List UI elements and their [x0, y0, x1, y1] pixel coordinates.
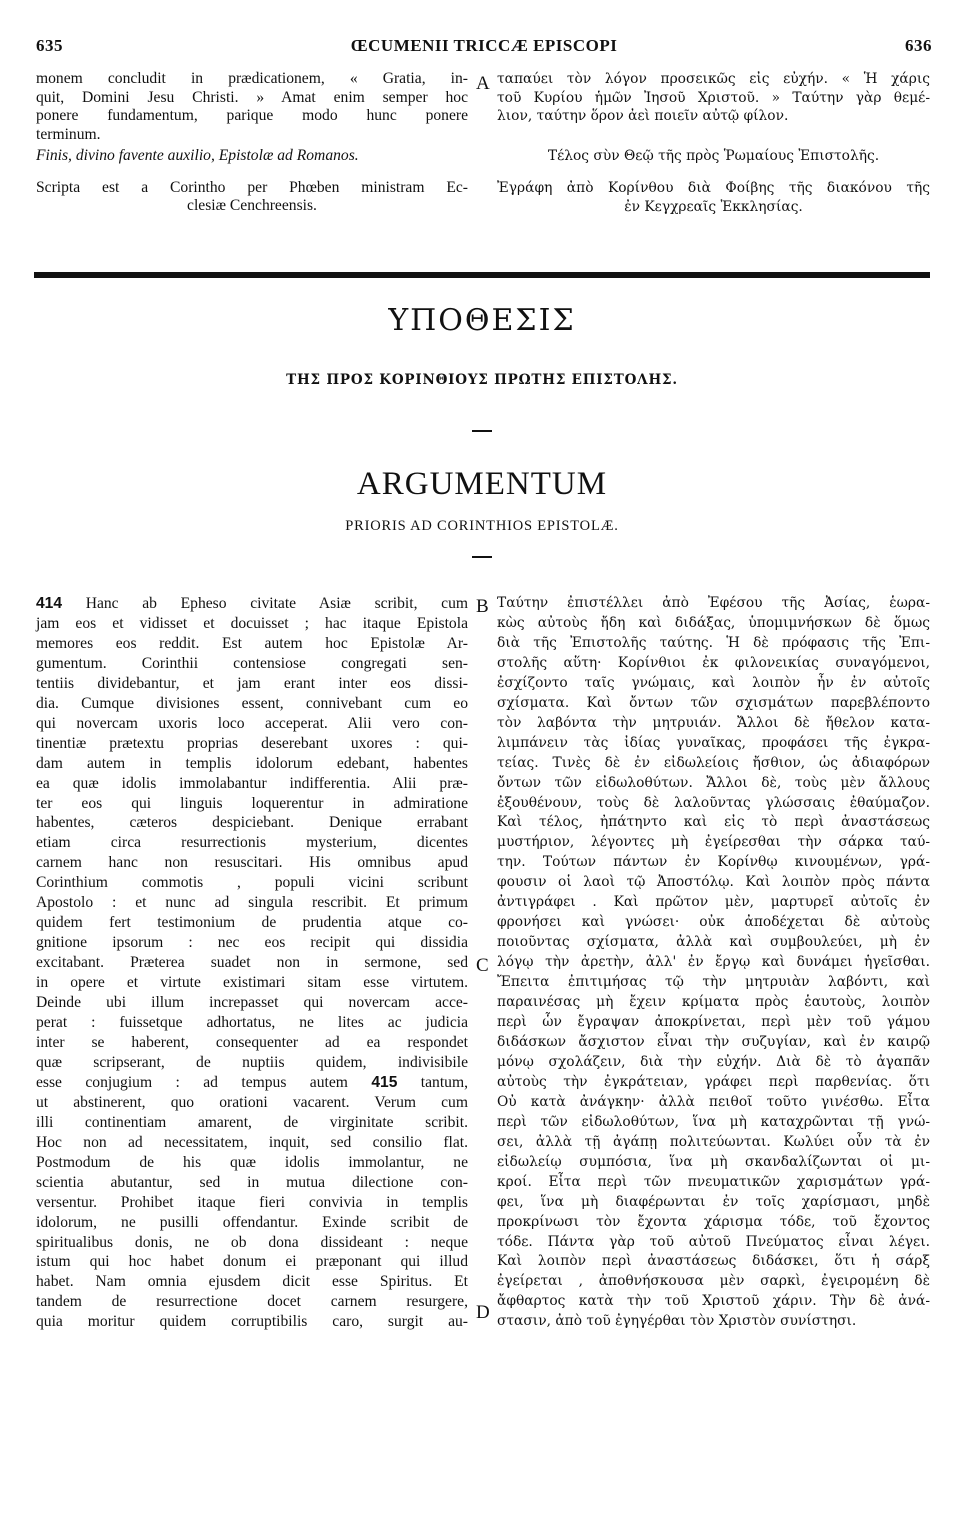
- body-latin-column: [36, 594, 468, 1332]
- column-number: 414: [36, 595, 63, 612]
- body-greek-column: [497, 594, 930, 1332]
- body-greek-line: ὄντων τῶν εἰδωλοθύτων. Ἄλλοι δὲ, τοὺς μὲν ἄλλους: [497, 774, 930, 791]
- body-latin-line: perat : fuissetque adhortatus, ne lites ac judicia: [36, 1014, 468, 1032]
- body-greek-line: στασιν, ἀπὸ τοῦ ἐγηγέρθαι τὸν Χριστὸν συνίστησι.: [497, 1313, 857, 1330]
- body-greek-line: φει, ἵνα μὴ διαφέρωνται ἐν τοῖς χαρίσμασι, μηδὲ: [497, 1193, 930, 1210]
- body-greek-line: διὰ τῆς Ἐπιστολῆς ταύτης. Ἡ δὲ πρόφασις τῆς Ἐπι-: [497, 634, 930, 651]
- body-latin-line: memores eos reddit. Est autem hoc Epistolæ Ar-: [36, 634, 468, 652]
- telos-line: Τέλος σὺν Θεῷ τῆς πρὸς Ῥωμαίους Ἐπιστολῆς.: [547, 148, 880, 165]
- body-greek-line: εἰδωλείῳ συμπόσια, ἵνα μὴ σκανδαλίζωνται οἱ μι-: [497, 1153, 930, 1170]
- body-latin-line: jam eos et vidisset et docuisset ; hac itaque Epistola: [36, 614, 468, 632]
- body-latin-line: illi continentiam amarent, de virginitate scribit.: [36, 1113, 468, 1131]
- scripta-line: Scripta est a Corintho per Phœben ministram Ec-: [36, 178, 468, 196]
- latin-subtitle: PRIORIS AD CORINTHIOS EPISTOLÆ.: [345, 518, 619, 534]
- body-latin-line: qui novercam uxoris loco acceperat. Alii vero con-: [36, 714, 468, 732]
- body-latin-line: excitabant. Præterea suadet non in sermone, sed: [36, 954, 468, 972]
- body-latin-line: Hoc non ad necessitatem, inquit, sed consilio flat.: [36, 1133, 468, 1151]
- body-greek-line: φρονήσει καὶ γνώσει· οὐκ ἀποδέχεται δὲ αὐτοὺς: [497, 914, 930, 931]
- column-number: 415: [371, 1073, 398, 1091]
- body-latin-line: Deinde ubi illum increpasset qui novercam acce-: [36, 994, 468, 1012]
- body-greek-line: αὐτοὺς τὴν ἐγκράτειαν, γράφει περὶ παρθενίας. ὅτι: [497, 1073, 930, 1090]
- body-latin-line: istum qui hoc habet donum ei præponant qui illud: [36, 1253, 468, 1271]
- top-greek-line: λιον, ταύτην ὅρον ἀεὶ ποιεῖν αὐτῷ φίλον.: [497, 108, 789, 125]
- body-latin-line: tinentiæ prætextu proprias deserebant uxores : qui-: [36, 734, 468, 752]
- body-greek-line: κροί. Εἶτα περὶ τῶν πνευματικῶν χαρισμάτων γρά-: [497, 1173, 930, 1190]
- latin-title: ARGUMENTUM: [356, 466, 608, 502]
- body-greek-line: κὼς αὐτοὺς ἤδη καὶ διδάξας, ὑπομιμνήσκων δὲ ὅμως: [497, 614, 930, 631]
- body-greek-line: Οὐ κατὰ ἀνάγκην· ἀλλὰ πειθοῖ τοῦτο γινέσθω. Εἶτα: [497, 1093, 930, 1110]
- body-latin-text: esse conjugium : ad tempus autem: [36, 1073, 348, 1091]
- egraphe-line: ἐν Κεγχρεαῖς Ἐκκλησίας.: [624, 198, 803, 215]
- body-latin-line: tandem de resurrectione docet carnem resurgere,: [36, 1293, 468, 1311]
- body-greek-line: Ταύτην ἐπιστέλλει ἀπὸ Ἐφέσου τῆς Ἀσίας, ἑωρα-: [497, 595, 930, 611]
- body-latin-line: tentiis dividebantur, et jam erant inter eos dissi-: [36, 674, 468, 692]
- page-header: [36, 36, 932, 60]
- body-latin-line: quidem fert testimonium de prudentia atque co-: [36, 914, 468, 932]
- title-dash: [472, 430, 492, 432]
- body-latin-line: gnitione ipsorum : nec eos recipit qui dissidia: [36, 934, 468, 952]
- body-latin-line: ut abstinerent, quo orationi vacarent. Verum cum: [36, 1093, 468, 1111]
- greek-subtitle: ΤΗΣ ΠΡΟΣ ΚΟΡΙΝΘΙΟΥΣ ΠΡΩΤΗΣ ΕΠΙΣΤΟΛΗΣ.: [286, 372, 678, 388]
- body-latin-line: ter eos qui linguis loquerentur in admiratione: [36, 794, 468, 812]
- top-greek-column: [497, 70, 930, 216]
- title-dash: [472, 556, 492, 558]
- margin-marker-a: A: [476, 73, 490, 94]
- body-latin-line: carnem hanc non resuscitari. His omnibus apud: [36, 854, 468, 872]
- body-greek-line: ἐξουθένουν, τοὺς δὲ λαλοῦντας γλώσσαις ἐθαύμαζον.: [497, 794, 930, 811]
- body-greek-line: ἐσχίζοντο ταῖς γνώμαις, καὶ λοιπὸν ἦν ἐν αὐτοῖς: [497, 674, 930, 691]
- body-latin-first-line: [36, 594, 468, 614]
- greek-title: ΥΠΟΘΕΣΙΣ: [388, 303, 576, 338]
- body-latin-line: in opere et virtute existimari sitam esse virtutem.: [36, 974, 468, 992]
- body-greek-line: τείας. Τινὲς δὲ ἐν εἰδωλείοις ἤσθιον, ὡς ἀδιαφόρων: [497, 754, 930, 771]
- body-greek-line: σει, ἀλλὰ τῇ ἀγάπῃ πολιτεύωνται. Κωλύει οὖν τὰ ἐν: [497, 1133, 930, 1150]
- body-greek-line: λιμπάνειν τὰς ἰδίας γυναῖκας, προφάσει τῆς ἐγκρα-: [497, 734, 930, 751]
- body-latin-line: inter se haberent, consequenter ad ea respondet: [36, 1033, 468, 1051]
- body-latin-text: Hanc ab Epheso civitate Asiæ scribit, cum: [85, 595, 469, 612]
- body-greek-line: στολῆς αὕτη· Κορίνθιοι ἐκ φιλονεικίας συναγόμενοι,: [497, 654, 930, 671]
- top-latin-line: quit, Domini Jesu Christi. » Amat enim semper hoc: [36, 88, 468, 106]
- running-title: ŒCUMENII TRICCÆ EPISCOPI: [350, 36, 618, 55]
- finis-line: Finis, divino favente auxilio, Epistolæ ad Romanos.: [36, 146, 359, 164]
- body-latin-line: quæ scripserant, de nuptiis quidem, indivisibile: [36, 1053, 468, 1071]
- body-greek-line: την. Τούτων πάντων ἐν Κορίνθῳ κινουμένων, γρά-: [497, 854, 930, 871]
- body-greek-line: λόγῳ τὴν ἀρετὴν, ἀλλ' ἐν ἔργῳ καὶ δυνάμει ἡγεῖσθαι.: [497, 954, 930, 971]
- margin-marker-c: C: [476, 955, 489, 976]
- body-latin-line: gumentum. Corinthii contensiose congregati sen-: [36, 654, 468, 672]
- body-latin-text: tantum,: [420, 1073, 469, 1091]
- body-greek-line: τὸν λαβόντα τὴν μητρυιάν. Ἄλλοι δὲ ἤθελον κατα-: [497, 714, 930, 731]
- body-latin-line: habet. Nam omnia ejusdem dicit esse Spiritus. Et: [36, 1273, 468, 1291]
- body-latin-line: dia. Cumque divisiones essent, connivebant cum eo: [36, 694, 468, 712]
- top-greek-line: τοῦ Κυρίου ἡμῶν Ἰησοῦ Χριστοῦ. » Ταύτην γὰρ θεμέ-: [497, 89, 930, 106]
- body-latin-line: idolorum, ne pusilli offendantur. Exinde scribit de: [36, 1213, 468, 1231]
- body-greek-line: τόδε. Πάντα γὰρ τοῦ αὐτοῦ Πνεύματος εἶναι λέγει.: [497, 1233, 930, 1250]
- body-greek-line: ἀντιγράφει . Καὶ πρῶτον μὲν, μαρτυρεῖ αὐτοῖς ἐν: [497, 894, 930, 911]
- body-latin-line: Apostolo : et nunc ad singula rescribit. Et primum: [36, 894, 468, 912]
- page-number-right: 636: [905, 36, 932, 55]
- top-latin-line: monem concludit in prædicationem, « Gratia, in-: [36, 70, 468, 87]
- body-greek-line: παραινέσας μὴ ἔχειν κρίματα πρὸς ἑαυτοὺς, λοιπὸν: [497, 994, 930, 1011]
- body-latin-line: scientia abutantur, sed in mutua dilectione con-: [36, 1173, 468, 1191]
- body-greek-line: φουσιν οἱ λαοὶ τῷ Ἀποστόλῳ. Καὶ λοιπὸν πρὸς πάντα: [497, 874, 930, 891]
- top-latin-line: terminum.: [36, 126, 101, 144]
- body-greek-line: μυστήριον, λέγοντες μὴ ἐγείρεσθαι τὴν σάρκα ταύ-: [497, 834, 930, 851]
- body-greek-line: Καὶ τέλος, ἠπάτηντο καὶ εἰς τὸ περὶ ἀναστάσεως: [497, 814, 930, 831]
- margin-marker-b: B: [476, 596, 489, 617]
- top-latin-line: ponere fundamentum, parique modo hunc ponere: [36, 107, 468, 125]
- body-latin-line: Corinthium commotis , populi vicini scribunt: [36, 874, 468, 892]
- body-greek-line: διδάσκων ἄσχιστον εἶναι τὴν συζυγίαν, καὶ ἐν καιρῷ: [497, 1033, 930, 1050]
- body-greek-line: ἐγείρεται , ἀποθνήσκουσα μὲν σαρκὶ, ἐγειρομένη δὲ: [497, 1273, 930, 1290]
- body-latin-line: versentur. Prohibet itaque fieri convivia in templis: [36, 1193, 468, 1211]
- top-latin-column: [36, 70, 468, 216]
- body-greek-line: Ἔπειτα ἐπιτιμήσας τῷ τὴν μητρυιὰν λαβόντι, καὶ: [497, 974, 930, 991]
- body-greek-line: ποιοῦντας σχίσματα, ἀλλὰ καὶ συμβουλεύει, μὴ ἐν: [497, 934, 930, 951]
- body-greek-line: μόνῳ σχολάζειν, διὰ τὴν εὐχήν. Διὰ δὲ τὸ ἀγαπᾶν: [497, 1053, 930, 1070]
- body-latin-line: habentes, cæteros despiciebant. Denique errabant: [36, 814, 468, 832]
- top-greek-line: ταπαύει τὸν λόγον προσεικῶς εἰς εὐχήν. « Ἡ χάρις: [497, 71, 930, 87]
- margin-marker-d: D: [476, 1302, 490, 1323]
- body-latin-line: Postmodum de his quæ idolis immolantur, ne: [36, 1153, 468, 1171]
- section-divider: [34, 272, 930, 278]
- body-greek-line: περὶ τῶν εἰδωλοθύτων, ἵνα μὴ καταχρῶνται τῇ γνώ-: [497, 1113, 930, 1130]
- body-greek-line: προκρίνωσι τὸν ἔχοντα χάρισμα τόδε, τοῦ ἔχοντος: [497, 1213, 930, 1230]
- body-latin-line: quia moritur quidem corruptibilis caro, surgit au-: [36, 1313, 468, 1331]
- egraphe-line: Ἐγράφη ἀπὸ Κορίνθου διὰ Φοίβης τῆς διακόνου τῆς: [497, 179, 930, 196]
- body-greek-line: ἄφθαρτος κατὰ τὴν τοῦ Χριστοῦ χάριν. Τὴν δὲ ἀνά-: [497, 1293, 930, 1310]
- body-latin-line: dam autem in templis idolorum edebant, habentes: [36, 754, 468, 772]
- body-latin-mid-line: [36, 1073, 468, 1093]
- scripta-line: clesiæ Cenchreensis.: [187, 197, 317, 215]
- body-greek-line: περὶ ὧν ἔγραψαν ἀποκρίνεται, περὶ μὲν τοῦ γάμου: [497, 1014, 930, 1031]
- body-greek-line: σχίσματα. Καὶ ὄντων τῶν σχισμάτων παρεβλέποντο: [497, 694, 930, 711]
- body-latin-line: spiritualibus donis, ne ob dona dissideant : neque: [36, 1233, 468, 1251]
- body-latin-line: ea quæ idolis immolabantur indifferentia. Alii præ-: [36, 774, 468, 792]
- page-number-left: 635: [36, 36, 63, 55]
- body-greek-line: Καὶ λοιπὸν περὶ ἀναστάσεως διδάσκει, ὅτι ἡ σάρξ: [497, 1253, 930, 1270]
- body-latin-line: etiam circa resurrectionis mysterium, dicentes: [36, 834, 468, 852]
